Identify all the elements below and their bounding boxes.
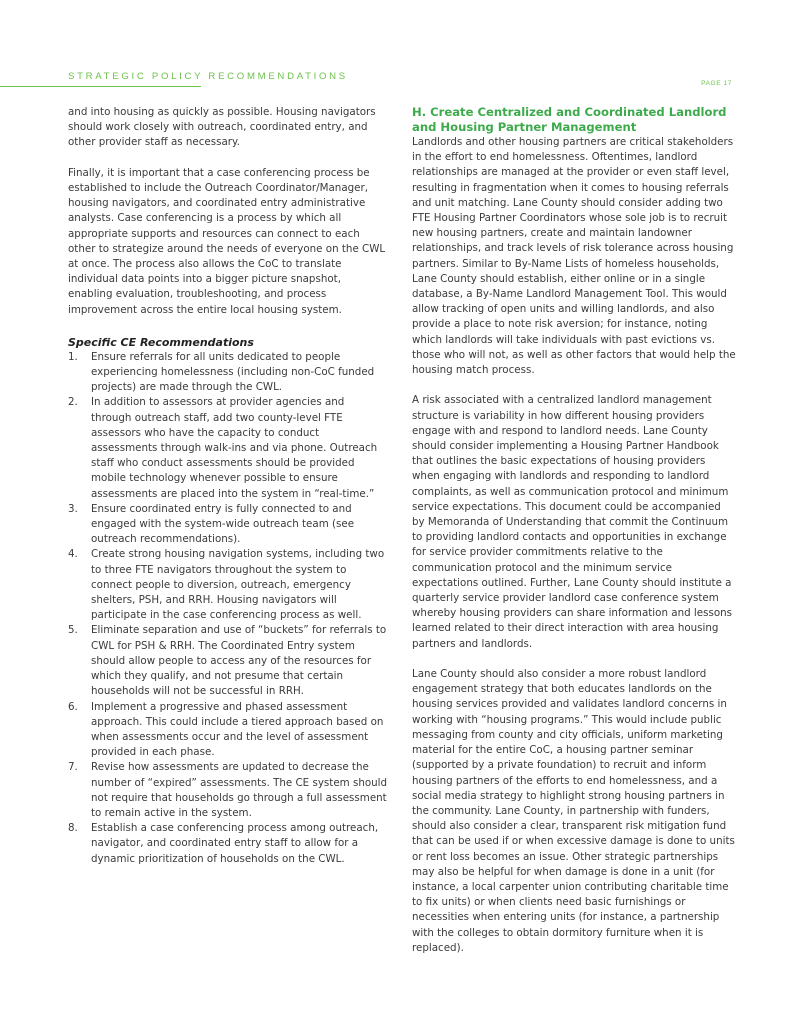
list-item [68, 350, 388, 396]
list-item-text: In addition to assessors at provider agencies and through outreach staff, add two county-level FTE assessors who have the capacity to conduct assessments through walk-ins and via phone. Outreach staff who conduct assessments should be provided mobile technology whenever possible to ensure assessments are placed into the system in “real-time.” [91, 396, 378, 500]
list-item [68, 821, 388, 867]
body-paragraph: A risk associated with a centralized landlord management structure is variability in how different housing providers engage with and respond to landlord needs. Lane County should consider implementing a Housing Partner Handbook that outlines the basic expectations of housing providers when engaging with landlords and responding to landlord complaints, as well as communication protocol and minimum service expectations. This document could be accompanied by Memoranda of Understanding that commit the Continuum to providing landlord contacts and opportunities in exchange for service provider commitments relative to the communication protocol and the minimum service expectations outlined. Further, Lane County should institute a quarterly service provider landlord case conference system whereby housing providers can share information and lessons learned related to their direct interaction with area housing partners and landlords. [412, 394, 733, 650]
recommendations-list [68, 350, 388, 867]
list-item-number: 4. [68, 548, 78, 561]
list-item [68, 623, 388, 699]
body-paragraph: and into housing as quickly as possible. Housing navigators should work closely with outreach, coordinated entry, and other provider staff as necessary. [68, 106, 376, 149]
list-item [68, 547, 388, 623]
header-divider [0, 86, 201, 87]
list-item-text: Revise how assessments are updated to decrease the number of “expired” assessments. The CE system should not require that households go through a full assessment to remain active in the system. [91, 761, 388, 819]
list-item-text: Ensure referrals for all units dedicated to people experiencing homelessness (including non-CoC funded projects) are made through the CWL. [91, 350, 375, 394]
left-column [68, 105, 388, 867]
list-item-number: 2. [68, 396, 78, 409]
list-item-number: 5. [68, 624, 78, 637]
list-item-text: Implement a progressive and phased assessment approach. This could include a tiered approach based on when assessments occur and the level of assessment provided in each phase. [91, 700, 384, 759]
section-heading: H. Create Centralized and Coordinated Landlord and Housing Partner Management [412, 105, 727, 134]
list-item-text: Establish a case conferencing process among outreach, navigator, and coordinated entry staff to allow for a dynamic prioritization of households on the CWL. [91, 822, 379, 865]
list-item-number: 8. [68, 822, 78, 835]
body-paragraph: Landlords and other housing partners are critical stakeholders in the effort to end homelessness. Oftentimes, landlord relationships are managed at the provider or even staff level, resulting in fragmentation when it comes to housing referrals and unit matching. Lane County should consider adding two FTE Housing Partner Coordinators whose sole job is to recruit new housing partners, create and maintain landowner relationships, and track levels of risk tolerance across housing partners. Similar to By-Name Lists of homeless households, Lane County should establish, either online or in a single database, a By-Name Landlord Management Tool. This would allow tracking of open units and willing landlords, and also provide a place to note risk aversion; for instance, noting which landlords will take individuals with past evictions vs. those who will not, as well as other factors that would help the housing match process. [412, 136, 736, 377]
body-paragraph: Lane County should also consider a more robust landlord engagement strategy that both educates landlords on the housing services provided and validates landlord concerns in working with “housing programs.” This would include public messaging from county and city officials, uniform marketing material for the entire CoC, a housing partner seminar (supported by a private foundation) to recruit and inform housing partners of the efforts to end homelessness, and a social media strategy to highlight strong housing partners in the community. Lane County, in partnership with funders, should also consider a clear, transparent risk mitigation fund that can be used if or when excessive damage is done to units or rent loss becomes an issue. Other strategic partnerships may also be helpful for when damage is done in a unit (for instance, a local carpenter union contributing charitable time to fix units) or when clients need basic furnishings or necessities when entering units (for instance, a partnership with the colleges to obtain dormitory furniture when it is replaced). [412, 668, 735, 954]
list-item [68, 700, 388, 761]
right-column [412, 105, 736, 956]
list-item-number: 7. [68, 761, 78, 774]
list-item-text: Eliminate separation and use of “buckets” for referrals to CWL for PSH & RRH. The Coordinated Entry system should allow people to access any of the resources for which they qualify, and not presume that certain households will not be successful in RRH. [91, 624, 387, 698]
list-item [68, 395, 388, 501]
section-header-label: STRATEGIC POLICY RECOMMENDATIONS [68, 71, 348, 82]
list-item-text: Create strong housing navigation systems, including two to three FTE navigators throughout the system to connect people to diversion, outreach, emergency shelters, PSH, and RRH. Housing navigators will participate in the case conferencing process as well. [91, 548, 385, 622]
list-item-number: 1. [68, 350, 78, 363]
list-item-number: 3. [68, 502, 78, 515]
body-paragraph: Finally, it is important that a case conferencing process be established to include the Outreach Coordinator/Manager, housing navigators, and coordinated entry administrative analysts. Case conferencing is a process by which all appropriate supports and resources can connect to each other to strategize around the needs of everyone on the CWL at once. The process also allows the CoC to translate individual data points into a bigger picture snapshot, enabling evaluation, troubleshooting, and process improvement across the entire local housing system. [68, 166, 386, 316]
list-item [68, 502, 388, 548]
list-item-number: 6. [68, 700, 78, 713]
ce-recommendations-heading: Specific CE Recommendations [68, 335, 254, 349]
list-item [68, 760, 388, 821]
page-number: PAGE 17 [701, 80, 732, 87]
list-item-text: Ensure coordinated entry is fully connected to and engaged with the system-wide outreach team (see outreach recommendations). [91, 502, 355, 546]
